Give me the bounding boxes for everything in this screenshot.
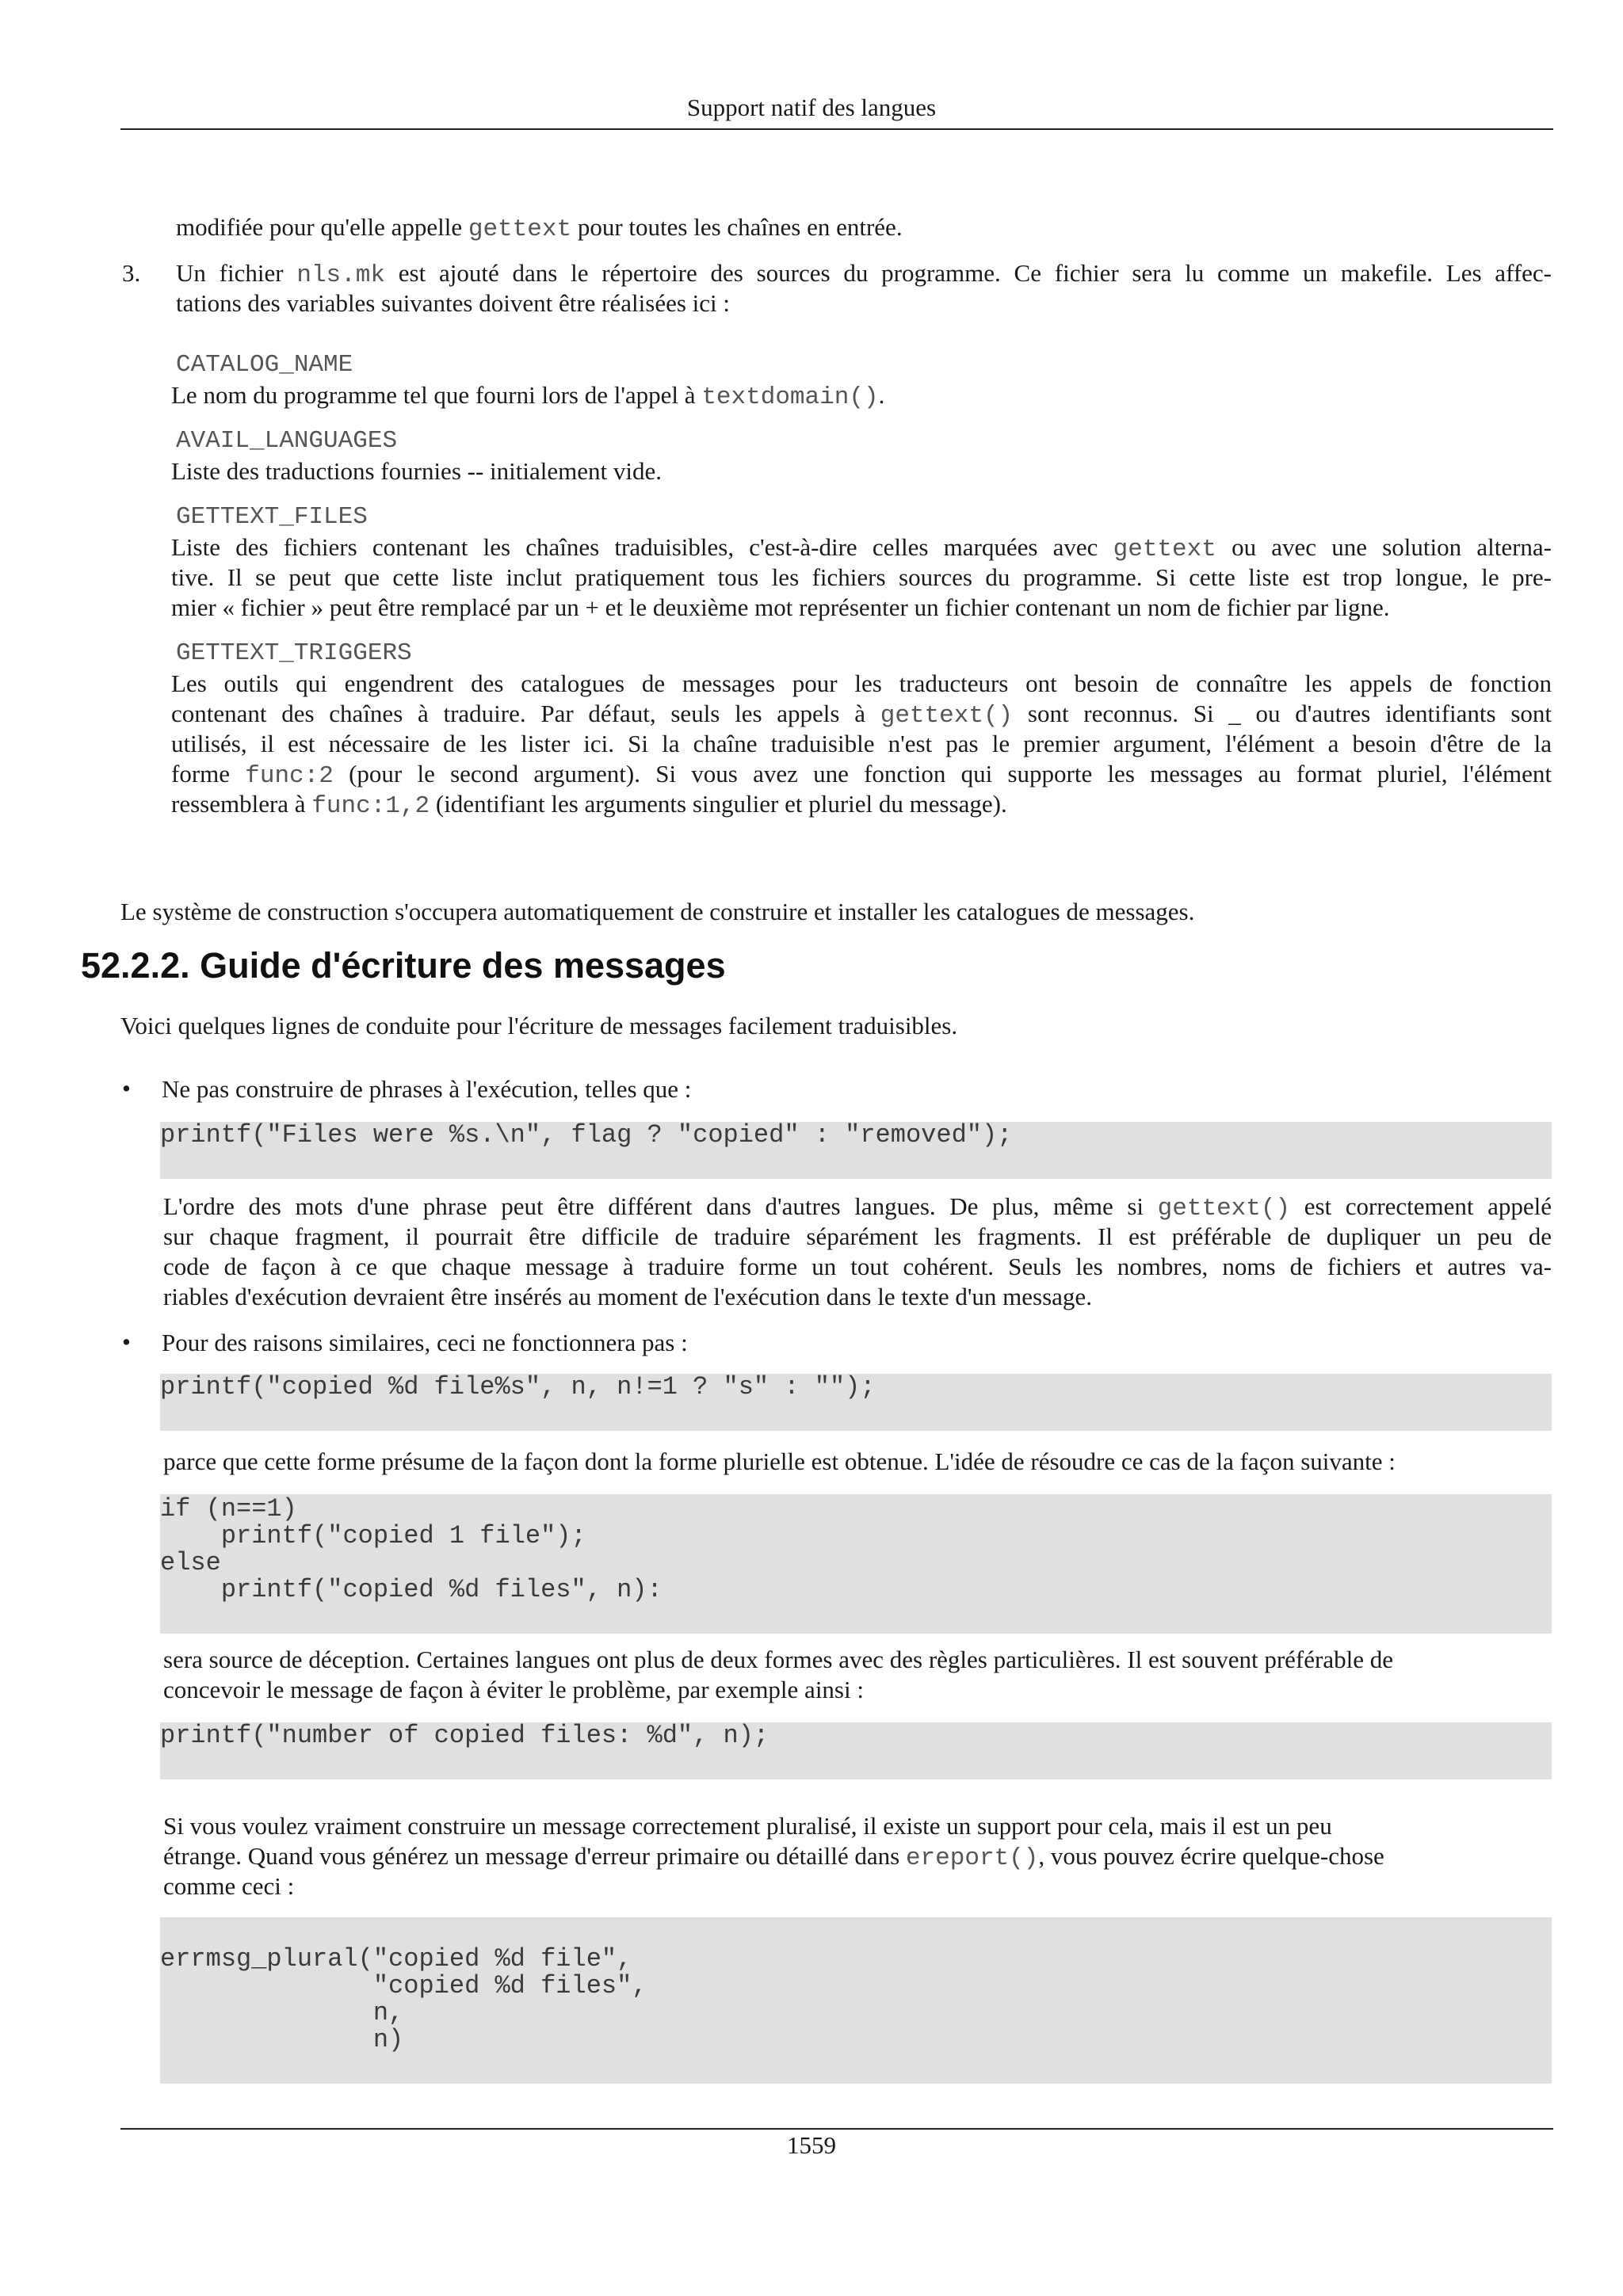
list-item-3-line-1: Un fichier nls.mk est ajouté dans le répertoire des sources du programme. Ce fichier sera lu comme un makefile. Les affec- <box>176 259 1552 289</box>
code-block <box>160 1122 1552 1179</box>
paragraph-line: parce que cette forme présume de la façon dont la forme plurielle est obtenue. L'idée de résoudre ce cas de la façon suivante : <box>163 1447 1396 1475</box>
bullet-marker: • <box>122 1328 131 1356</box>
variable-term: GETTEXT_FILES <box>176 503 368 531</box>
code-block <box>160 1494 1552 1634</box>
code-text: printf("number of copied files: %d", n); <box>160 1721 769 1750</box>
paragraph-line: sera source de déception. Certaines langues ont plus de deux formes avec des règles particulières. Il est souvent préférable de <box>163 1646 1393 1673</box>
code-block <box>160 1374 1552 1431</box>
code-text: errmsg_plural("copied %d file", "copied %d files", n, n) <box>160 1944 647 2054</box>
page-number: 1559 <box>787 2131 836 2159</box>
variable-description: Le nom du programme tel que fourni lors de l'appel à textdomain(). <box>171 381 885 411</box>
build-sentence: Le système de construction s'occupera automatiquement de construire et installer les catalogues de messages. <box>120 898 1195 925</box>
header-rule <box>120 128 1553 130</box>
variable-description-line: contenant des chaînes à traduire. Par défaut, seuls les appels à gettext() sont reconnus. Si _ ou d'autres identifiants sont <box>171 700 1552 730</box>
bullet-text: Ne pas construire de phrases à l'exécution, telles que : <box>162 1075 692 1103</box>
paragraph-line: concevoir le message de façon à éviter le problème, par exemple ainsi : <box>163 1676 864 1703</box>
bullet-text: Pour des raisons similaires, ceci ne fonctionnera pas : <box>162 1329 688 1356</box>
paragraph-line: code de façon à ce que chaque message à traduire forme un tout cohérent. Seuls les nombres, noms de fichiers et autres va- <box>163 1253 1552 1280</box>
variable-description-line: forme func:2 (pour le second argument). Si vous avez une fonction qui supporte les messages au format pluriel, l'élément <box>171 760 1552 790</box>
code-text: printf("copied %d file%s", n, n!=1 ? "s" : ""); <box>160 1372 876 1402</box>
running-header: Support natif des langues <box>686 93 937 121</box>
variable-term: AVAIL_LANGUAGES <box>176 427 398 455</box>
section-intro: Voici quelques lignes de conduite pour l'écriture de messages facilement traduisibles. <box>120 1012 958 1039</box>
variable-description-line: utilisés, il est nécessaire de les lister ici. Si la chaîne traduisible n'est pas le premier argument, l'élément a besoin d'être de la <box>171 730 1552 757</box>
variable-term: CATALOG_NAME <box>176 351 353 379</box>
section-heading: 52.2.2. Guide d'écriture des messages <box>81 945 726 986</box>
paragraph-line: Si vous voulez vraiment construire un message correctement pluralisé, il existe un support pour cela, mais il est un peu <box>163 1812 1332 1840</box>
code-block <box>160 1722 1552 1779</box>
list-item-number: 3. <box>122 259 141 287</box>
variable-description-line: Liste des fichiers contenant les chaînes traduisibles, c'est-à-dire celles marquées avec gettext ou avec une solution alterna- <box>171 533 1552 563</box>
variable-description-line: ressemblera à func:1,2 (identifiant les arguments singulier et pluriel du message). <box>171 790 1007 820</box>
variable-description-line: tive. Il se peut que cette liste inclut pratiquement tous les fichiers sources du programme. Si cette liste est trop longue, le pre- <box>171 563 1552 591</box>
code-text: printf("Files were %s.\n", flag ? "copied" : "removed"); <box>160 1120 1013 1150</box>
paragraph-line: riables d'exécution devraient être insérés au moment de l'exécution dans le texte d'un message. <box>163 1283 1092 1310</box>
paragraph-line: sur chaque fragment, il pourrait être difficile de traduire séparément les fragments. Il est préférable de dupliquer un peu de <box>163 1222 1552 1250</box>
variable-term: GETTEXT_TRIGGERS <box>176 639 412 667</box>
variable-description-line: Les outils qui engendrent des catalogues de messages pour les traducteurs ont besoin de connaître les appels de fonction <box>171 669 1552 697</box>
code-block <box>160 1917 1552 2084</box>
footer-rule <box>120 2128 1553 2130</box>
variable-description: Liste des traductions fournies -- initialement vide. <box>171 457 662 485</box>
code-text: if (n==1) printf("copied 1 file"); else printf("copied %d files", n): <box>160 1494 663 1604</box>
variable-description-line: mier « fichier » peut être remplacé par un + et le deuxième mot représenter un fichier contenant un nom de fichier par ligne. <box>171 593 1390 621</box>
list-item-continuation: modifiée pour qu'elle appelle gettext pour toutes les chaînes en entrée. <box>176 213 903 243</box>
bullet-marker: • <box>122 1074 131 1102</box>
paragraph-line: L'ordre des mots d'une phrase peut être différent dans d'autres langues. De plus, même si gettext() est correctement appelé <box>163 1192 1552 1222</box>
paragraph-line: étrange. Quand vous générez un message d'erreur primaire ou détaillé dans ereport(), vous pouvez écrire quelque-chose <box>163 1842 1384 1872</box>
list-item-3-line-2: tations des variables suivantes doivent être réalisées ici : <box>176 289 730 317</box>
paragraph-line: comme ceci : <box>163 1872 295 1900</box>
